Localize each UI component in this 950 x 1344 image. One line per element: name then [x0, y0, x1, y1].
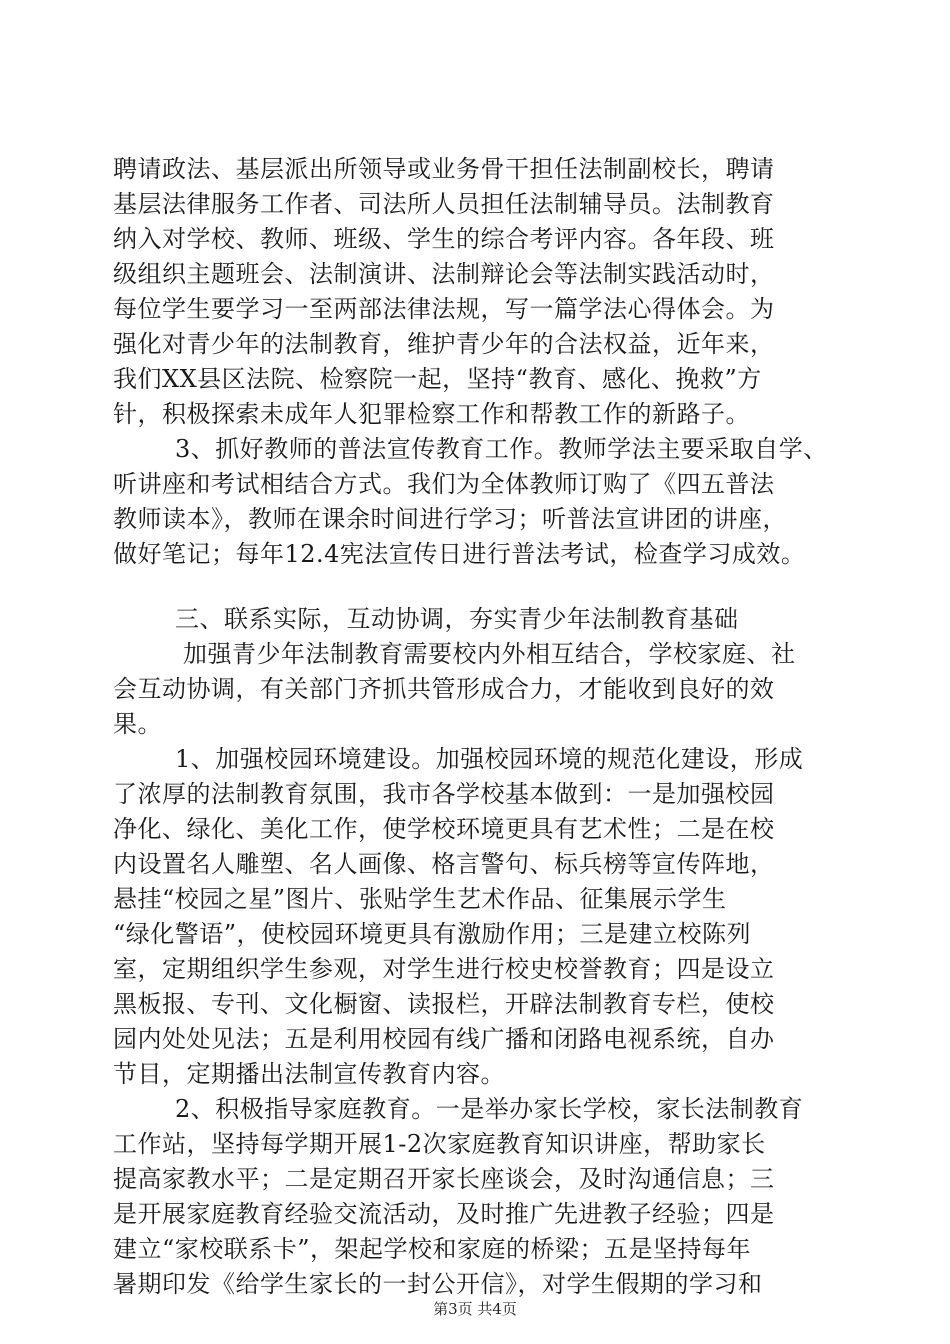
text-line: 纳入对学校、教师、班级、学生的综合考评内容。各年段、班	[113, 225, 775, 253]
text-line: 针，积极探索未成年人犯罪检察工作和帮教工作的新路子。	[113, 400, 750, 428]
text-line: 工作站，坚持每学期开展1-2次家庭教育知识讲座，帮助家长	[113, 1130, 766, 1158]
text-line: 提高家教水平；二是定期召开家长座谈会，及时沟通信息；三	[113, 1165, 775, 1193]
text-line: 节目，定期播出法制宣传教育内容。	[113, 1060, 505, 1088]
text-line: 2、积极指导家庭教育。一是举办家长学校，家长法制教育	[175, 1095, 804, 1123]
text-line: 是开展家庭教育经验交流活动，及时推广先进教子经验；四是	[113, 1200, 775, 1228]
text-line: 3、抓好教师的普法宣传教育工作。教师学法主要采取自学、	[175, 435, 828, 463]
text-line: “绿化警语”，使校园环境更具有激励作用；三是建立校陈列	[113, 920, 752, 948]
text-line: 基层法律服务工作者、司法所人员担任法制辅导员。法制教育	[113, 190, 775, 218]
page-number-footer: 第3页 共4页	[433, 1300, 517, 1318]
section-heading: 三、联系实际，互动协调，夯实青少年法制教育基础	[175, 605, 739, 633]
text-line: 暑期印发《给学生家长的一封公开信》，对学生假期的学习和	[113, 1270, 763, 1298]
text-line: 黑板报、专刊、文化橱窗、读报栏，开辟法制教育专栏，使校	[113, 990, 775, 1018]
text-line: 室，定期组织学生参观，对学生进行校史校誉教育；四是设立	[113, 955, 775, 983]
text-line: 强化对青少年的法制教育，维护青少年的合法权益，近年来，	[113, 330, 775, 358]
text-line: 了浓厚的法制教育氛围，我市各学校基本做到：一是加强校园	[113, 780, 775, 808]
text-line: 内设置名人雕塑、名人画像、格言警句、标兵榜等宣传阵地，	[113, 850, 775, 878]
text-line: 果。	[113, 710, 162, 738]
text-line: 会互动协调，有关部门齐抓共管形成合力，才能收到良好的效	[113, 675, 775, 703]
text-line: 听讲座和考试相结合方式。我们为全体教师订购了《四五普法	[113, 470, 775, 498]
text-line: 每位学生要学习一至两部法律法规，写一篇学法心得体会。为	[113, 295, 775, 323]
text-line: 建立“家校联系卡”，架起学校和家庭的桥梁；五是坚持每年	[113, 1235, 752, 1263]
text-line: 做好笔记；每年12.4宪法宣传日进行普法考试，检查学习成效。	[113, 540, 806, 568]
text-line: 净化、绿化、美化工作，使学校环境更具有艺术性；二是在校	[113, 815, 775, 843]
text-line: 1、加强校园环境建设。加强校园环境的规范化建设，形成	[175, 745, 804, 773]
text-line: 园内处处见法；五是利用校园有线广播和闭路电视系统，自办	[113, 1025, 775, 1053]
text-line: 级组织主题班会、法制演讲、法制辩论会等法制实践活动时，	[113, 260, 775, 288]
text-line: 悬挂“校园之星”图片、张贴学生艺术作品、征集展示学生	[113, 885, 727, 913]
text-line: 我们XX县区法院、检察院一起，坚持“教育、感化、挽救”方	[113, 365, 762, 393]
text-line: 教师读本》，教师在课余时间进行学习；听普法宣讲团的讲座，	[113, 505, 787, 533]
text-line: 聘请政法、基层派出所领导或业务骨干担任法制副校长，聘请	[113, 155, 775, 183]
text-line: 加强青少年法制教育需要校内外相互结合，学校家庭、社	[183, 640, 796, 668]
